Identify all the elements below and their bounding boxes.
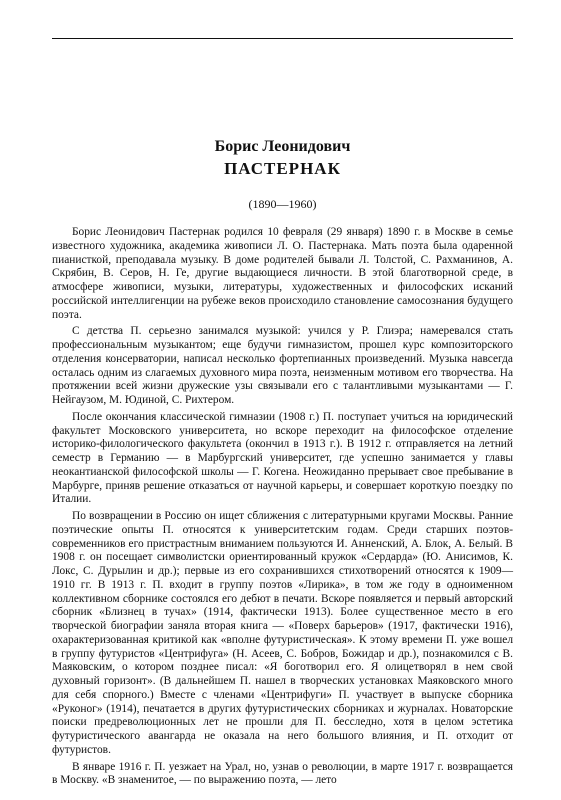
author-surname: ПАСТЕРНАК (224, 159, 341, 178)
life-dates: (1890—1960) (248, 197, 317, 211)
paragraph: По возвращении в Россию он ищет сближения с литературными кругами Москвы. Ранние поэтические опыты П. относятся к университетским годам. Среди старших поэтов-современников его пристрастным вниманием пользуются И. Анненский, А. Блок, А. Белый. В 1908 г. он посещает символистски ориентированный кружок «Сердарда» (Ю. Анисимов, К. Локс, С. Дурылин и др.); первые из его сохранившихся стихотворений относятся к 1909—1910 гг. В 1913 г. П. входит в группу поэтов «Лирика», в том же году в одноименном коллективном сборнике состоялся его дебют в печати. Вскоре появляется и первый авторский сборник «Близнец в тучах» (1914, фактически 1913). Более существенное место в его творческой биографии заняла вторая книга — «Поверх барьеров» (1917, фактически 1916), охарактеризованная критикой как «вполне футуристическая». К этому времени П. уже вошел в группу футуристов «Центрифуга» (Н. Асеев, С. Бобров, Божидар и др.), познакомился с В. Маяковским, о котором позднее писал: «Я боготворил его. Я олицетворял в нем свой духовный горизонт». (В дальнейшем П. нашел в творческих установках Маяковского много для себя спорного.) Вместе с членами «Центрифуги» П. участвует в выпуске сборника «Руконог» (1914), печатается в других футуристических сборниках и журналах. Новаторские поиски предреволюционных лет не прошли для П. бесследно, хотя в целом эстетика футуристического авангарда не оказала на него большого влияния, и П. отходит от футуристов. (52, 510, 513, 756)
paragraph: После окончания классической гимназии (1908 г.) П. поступает учиться на юридический факультет Московского университета, но вскоре переходит на философское отделение историко-филологического факультета (окончил в 1913 г.). В 1912 г. отправляется на летний семестр в Германию — в Марбургский университет, где успешно занимается у главы неокантианской философской школы — Г. Когена. Неожиданно прерывает свое пребывание в Марбурге, приняв решение отказаться от научной карьеры, и совершает короткую поездку по Италии. (52, 410, 513, 506)
top-rule (52, 38, 513, 39)
author-name: Борис Леонидович (214, 138, 351, 155)
body-text (52, 226, 513, 788)
paragraph: С детства П. серьезно занимался музыкой: учился у Р. Глиэра; намеревался стать профессиональным музыкантом; еще будучи гимназистом, прошел курс композиторского отделения консерватории, написал несколько фортепианных произведений. Музыка навсегда осталась одним из слагаемых духовного мира поэта, неизменным мотивом его творчества. На протяжении всей жизни дружеские узы связывали его с талантливыми музыкантами — Г. Нейгаузом, М. Юдиной, С. Рихтером. (52, 325, 513, 406)
paragraph: Борис Леонидович Пастернак родился 10 февраля (29 января) 1890 г. в Москве в семье известного художника, академика живописи Л. О. Пастернака. Мать поэта была одаренной пианисткой, преподавала музыку. В доме родителей бывали Л. Толстой, С. Рахманинов, А. Скрябин, В. Серов, Н. Ге, другие выдающиеся личности. В этой благотворной среде, в атмосфере живописи, музыки, литературы, художественных и философских исканий российской интеллигенции на рубеже веков происходило становление самосознания будущего поэта. (52, 226, 513, 321)
paragraph: В январе 1916 г. П. уезжает на Урал, но, узнав о революции, в марте 1917 г. возвращается в Москву. «В знаменитое, — по выражению поэта, — лето (52, 760, 513, 787)
